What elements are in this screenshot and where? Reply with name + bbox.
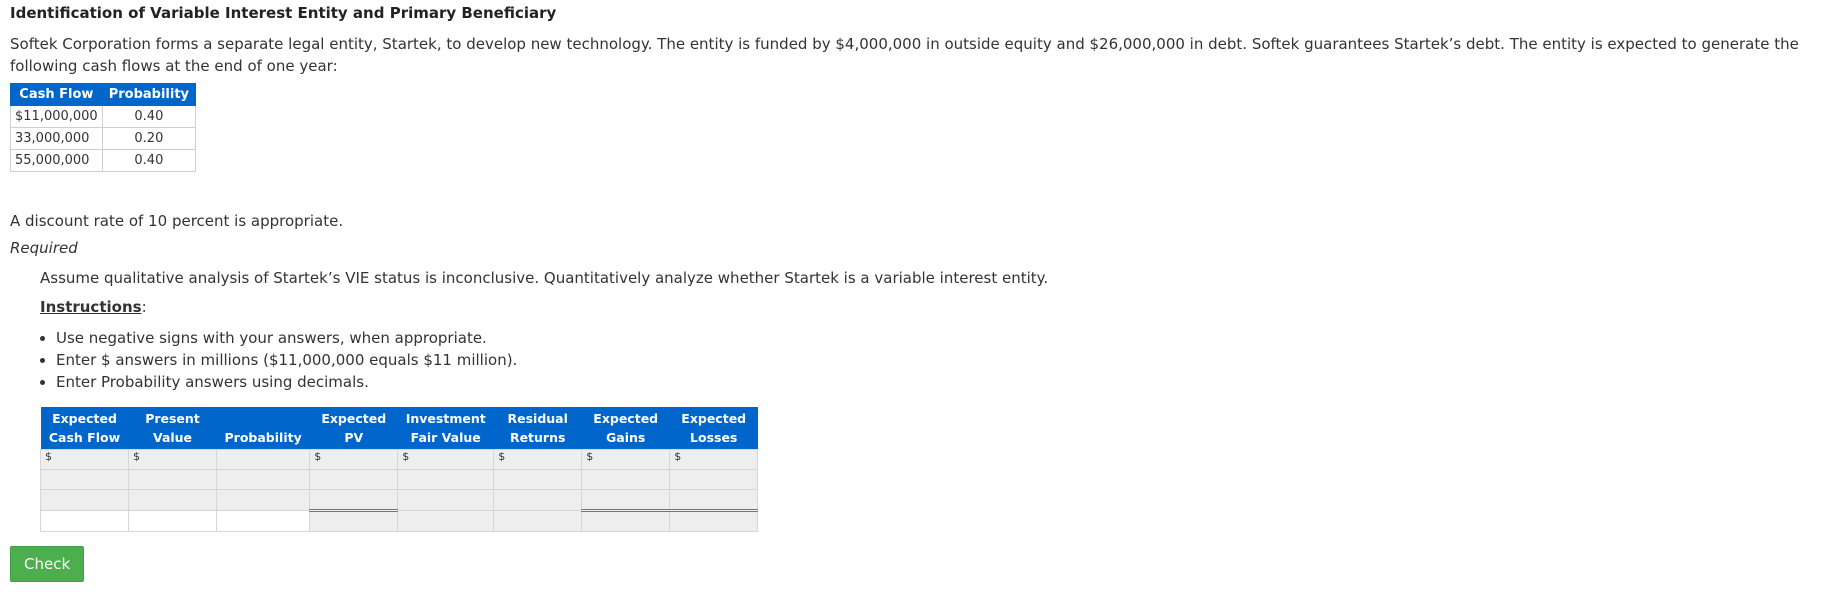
header-line: Value bbox=[152, 430, 193, 445]
cash-flow-header: Cash Flow bbox=[11, 84, 103, 106]
header-line: Expected bbox=[321, 411, 387, 426]
answer-input[interactable] bbox=[398, 511, 494, 532]
expected-pv-header bbox=[310, 407, 398, 450]
answer-input[interactable] bbox=[670, 470, 758, 490]
assume-text: Assume qualitative analysis of Startek’s VIE status is inconclusive. Quantitatively analyze whether Startek is a variable interest entity. bbox=[40, 269, 1049, 287]
blank-cell bbox=[41, 511, 129, 532]
cash-flow-cell: 33,000,000 bbox=[11, 128, 103, 150]
answer-input[interactable] bbox=[582, 490, 670, 511]
header-line: PV bbox=[344, 430, 364, 445]
cash-flow-cell: 55,000,000 bbox=[11, 150, 103, 172]
probability-cell: 0.20 bbox=[102, 128, 195, 150]
answer-input[interactable] bbox=[582, 511, 670, 532]
answer-input[interactable] bbox=[129, 470, 217, 490]
answer-input[interactable] bbox=[217, 450, 310, 470]
probability-cell: 0.40 bbox=[102, 150, 195, 172]
answer-input[interactable] bbox=[670, 450, 758, 470]
header-line: Fair Value bbox=[410, 430, 481, 445]
answer-input[interactable] bbox=[494, 470, 582, 490]
table-row bbox=[41, 511, 758, 532]
table-row bbox=[11, 106, 196, 128]
list-item: • Enter $ answers in millions ($11,000,000 equals $11 million). bbox=[56, 349, 1829, 371]
probability-cell: 0.40 bbox=[102, 106, 195, 128]
table-row bbox=[11, 150, 196, 172]
instructions-heading bbox=[40, 298, 1829, 316]
answer-input[interactable] bbox=[310, 450, 398, 470]
header-line: Expected bbox=[52, 411, 117, 426]
list-item: • Enter Probability answers using decimals. bbox=[56, 371, 1829, 393]
header-line: Returns bbox=[509, 430, 566, 445]
residual-returns-header bbox=[494, 407, 582, 450]
answer-input[interactable] bbox=[398, 490, 494, 511]
header-line: Expected bbox=[681, 411, 747, 426]
header-line: Expected bbox=[593, 411, 659, 426]
header-line: Residual bbox=[507, 411, 568, 426]
expected-cash-flow-header bbox=[41, 407, 129, 450]
answer-input[interactable] bbox=[582, 470, 670, 490]
answer-input[interactable] bbox=[494, 511, 582, 532]
answer-input[interactable] bbox=[41, 450, 129, 470]
instructions-colon: : bbox=[141, 298, 147, 316]
answer-input[interactable] bbox=[670, 490, 758, 511]
answer-table bbox=[40, 407, 758, 532]
present-value-header bbox=[129, 407, 217, 450]
dollar-sign: $ bbox=[45, 450, 52, 463]
dollar-sign: $ bbox=[314, 450, 322, 463]
instructions-label: Instructions bbox=[40, 298, 142, 316]
dollar-sign: $ bbox=[133, 450, 140, 463]
header-line: Cash Flow bbox=[48, 430, 121, 445]
table-row bbox=[41, 490, 758, 511]
dollar-sign: $ bbox=[586, 450, 594, 463]
dollar-sign: $ bbox=[674, 450, 682, 463]
intro-paragraph: Softek Corporation forms a separate legal entity, Startek, to develop new technology. The entity is funded by $4,000,000 in outside equity and $26,000,000 in debt. Softek guarantees Startek’s debt. The entity is expected to generate the following cash flows at the end of one year: bbox=[10, 35, 1799, 75]
answer-input[interactable] bbox=[310, 470, 398, 490]
header-line: Gains bbox=[606, 430, 646, 445]
probability-header bbox=[217, 407, 310, 450]
answer-input[interactable] bbox=[398, 450, 494, 470]
cash-flow-table bbox=[10, 83, 196, 172]
answer-input[interactable] bbox=[129, 450, 217, 470]
cash-flow-cell: $11,000,000 bbox=[11, 106, 103, 128]
dollar-sign: $ bbox=[402, 450, 410, 463]
probability-header: Probability bbox=[102, 84, 195, 106]
table-row bbox=[41, 470, 758, 490]
instructions-list bbox=[10, 327, 1829, 393]
header-line: Probability bbox=[224, 430, 302, 445]
page-title: Identification of Variable Interest Entity and Primary Beneficiary bbox=[10, 4, 557, 22]
table-row bbox=[41, 450, 758, 470]
answer-input[interactable] bbox=[41, 490, 129, 511]
answer-input[interactable] bbox=[310, 490, 398, 511]
blank-cell bbox=[217, 511, 310, 532]
expected-losses-header bbox=[670, 407, 758, 450]
answer-input[interactable] bbox=[310, 511, 398, 532]
answer-input[interactable] bbox=[41, 470, 129, 490]
header-line: Present bbox=[145, 411, 200, 426]
header-line: Investment bbox=[405, 411, 486, 426]
answer-input[interactable] bbox=[670, 511, 758, 532]
answer-input[interactable] bbox=[494, 490, 582, 511]
answer-input[interactable] bbox=[494, 450, 582, 470]
answer-input[interactable] bbox=[217, 470, 310, 490]
answer-input[interactable] bbox=[398, 470, 494, 490]
expected-gains-header bbox=[582, 407, 670, 450]
answer-input[interactable] bbox=[582, 450, 670, 470]
check-button[interactable]: Check bbox=[10, 546, 84, 582]
answer-input[interactable] bbox=[129, 490, 217, 511]
answer-input[interactable] bbox=[217, 490, 310, 511]
required-label: Required bbox=[10, 239, 78, 257]
investment-fair-value-header bbox=[398, 407, 494, 450]
header-line: Losses bbox=[690, 430, 738, 445]
list-item: • Use negative signs with your answers, when appropriate. bbox=[56, 327, 1829, 349]
table-row bbox=[11, 128, 196, 150]
discount-rate-text: A discount rate of 10 percent is appropriate. bbox=[10, 212, 344, 230]
blank-cell bbox=[129, 511, 217, 532]
dollar-sign: $ bbox=[498, 450, 506, 463]
